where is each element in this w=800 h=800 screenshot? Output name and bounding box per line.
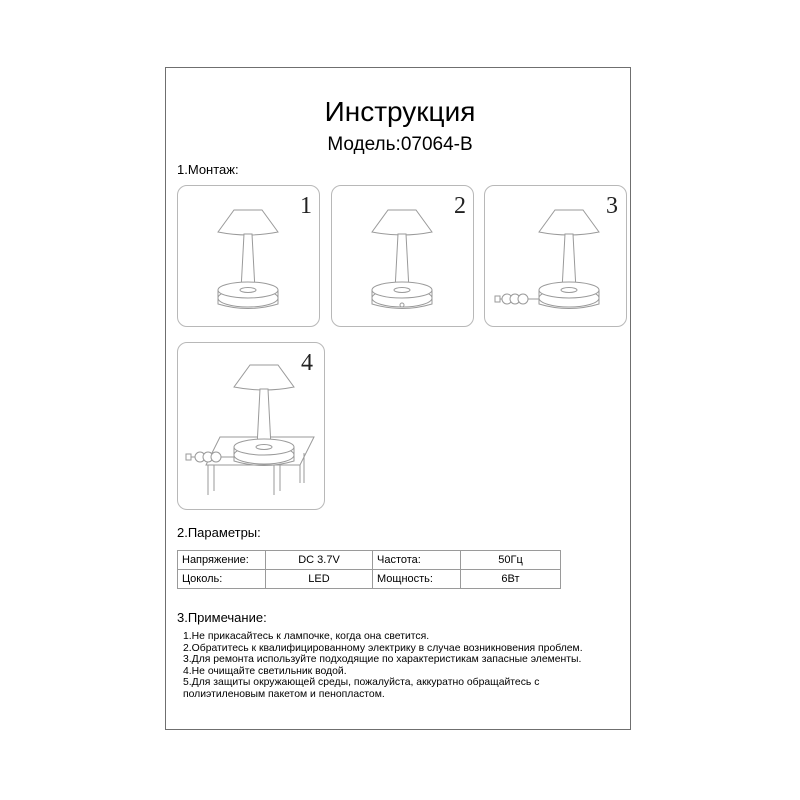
mounting-step-2: [331, 185, 474, 327]
list-item: 3.Для ремонта используйте подходящие по характеристикам запасные элементы.: [183, 654, 582, 666]
mounting-step-4: [177, 342, 325, 510]
notes-heading: 3.Примечание:: [177, 610, 267, 625]
param-label: Цоколь:: [178, 570, 266, 589]
mounting-step-1: [177, 185, 320, 327]
list-item: 5.Для защиты окружающей среды, пожалуйста, аккуратно обращайтесь с: [183, 677, 540, 689]
table-row: [178, 551, 561, 570]
param-value: LED: [266, 570, 373, 589]
list-item: полиэтиленовым пакетом и пенопластом.: [183, 688, 385, 700]
notes-list: [183, 631, 613, 701]
step-number-3: 3: [606, 193, 618, 219]
page-title: Инструкция: [324, 96, 476, 127]
model-number: Модель:07064-B: [327, 134, 473, 155]
list-item: 1.Не прикасайтесь к лампочке, когда она светится.: [183, 631, 430, 642]
table-row: [178, 570, 561, 589]
param-value: 6Вт: [461, 570, 561, 589]
param-value: DC 3.7V: [266, 551, 373, 570]
param-label: Мощность:: [373, 570, 461, 589]
step-number-1: 1: [300, 193, 312, 219]
list-item: 2.Обратитесь к квалифицированному электрику в случае возникновения проблем.: [183, 642, 583, 654]
param-value: 50Гц: [461, 551, 561, 570]
mounting-step-3: [484, 185, 627, 327]
parameters-table: [177, 550, 561, 589]
step-number-4: 4: [301, 350, 313, 376]
step-number-2: 2: [454, 193, 466, 219]
param-label: Частота:: [373, 551, 461, 570]
list-item: 4.Не очищайте светильник водой.: [183, 665, 347, 677]
parameters-heading: 2.Параметры:: [177, 525, 261, 540]
mounting-heading: 1.Монтаж:: [177, 162, 239, 177]
param-label: Напряжение:: [178, 551, 266, 570]
